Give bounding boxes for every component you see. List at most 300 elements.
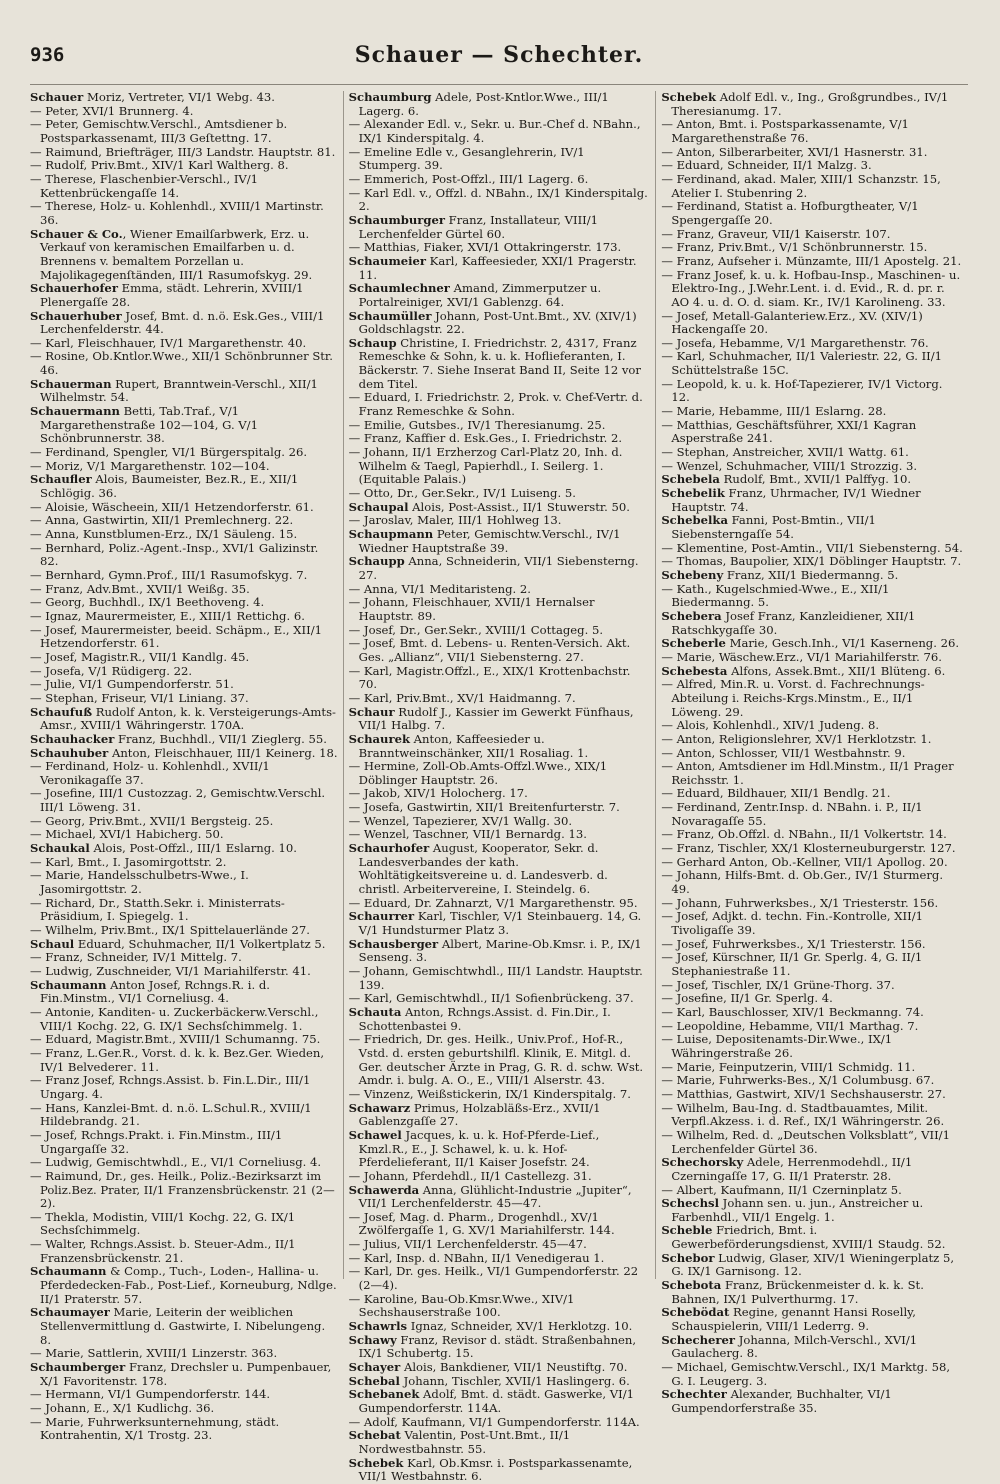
directory-entry <box>661 310 963 337</box>
entry-text: — Georg, Priv.Bmt., XVII/1 Bergsteig. 25. <box>30 813 274 828</box>
directory-entry <box>661 856 963 870</box>
entry-surname: Schawrls <box>348 1319 408 1334</box>
directory-entry <box>30 1074 338 1101</box>
entry-text: — Wenzel, Schuhmacher, VIII/1 Strozzig. 3. <box>661 458 918 473</box>
entry-text: — Karl Edl. v., Offzl. d. NBahn., IX/1 Kinderspitalg. 2. <box>348 185 648 214</box>
entry-text: — Josef, Mag. d. Pharm., Drogenhdl., XV/1 Zwölfergaſſe 1, G. XV/1 Mariahilferstr. 144. <box>348 1209 615 1238</box>
entry-text: Anton, Fleischhauer, III/1 Keinerg. 18. <box>108 745 338 760</box>
directory-entry <box>661 951 963 978</box>
directory-entry <box>349 1033 651 1088</box>
directory-entry <box>349 282 651 309</box>
directory-entry <box>661 610 963 637</box>
entry-text: — Julius, VII/1 Lerchenfelderstr. 45—47. <box>348 1237 587 1252</box>
entry-text: — Moriz, V/1 Margarethenstr. 102—104. <box>30 458 270 473</box>
directory-entry <box>661 719 963 733</box>
directory-entry <box>30 514 338 528</box>
entry-surname: Schebela <box>661 472 720 487</box>
entry-text: — Georg, Buchhdl., IX/1 Beethoveng. 4. <box>30 595 265 610</box>
directory-entry <box>661 460 963 474</box>
directory-entry <box>30 1306 338 1347</box>
entry-text: — Karl, Gemischtwhdl., II/1 Sofienbrückeng. 37. <box>348 991 634 1006</box>
entry-text: — Thomas, Baupolier, XIX/1 Döblinger Hauptstr. 7. <box>661 554 962 569</box>
entry-text: — Adolf, Kaufmann, VI/1 Gumpendorferstr. 114A. <box>348 1414 640 1429</box>
entry-text: — Karl, Magistr.Offzl., E., XIX/1 Krottenbachstr. 70. <box>348 663 631 692</box>
directory-entry <box>349 555 651 582</box>
entry-surname: Schayer <box>348 1360 401 1375</box>
entry-text: — Ferdinand, Holz- u. Kohlenhdl., XVII/1 Veronikagaſſe 37. <box>30 759 270 787</box>
directory-entry <box>661 637 963 651</box>
directory-entry <box>661 747 963 761</box>
entry-text: — Friedrich, Dr. ges. Heilk., Univ.Prof., Hof-R., Vstd. d. ersten geburtshilfl. Klinik, E. Mitgl. d. Ger. deutscher Ärzte in Prag, G. R. d. schw. Wst. Amdr. i. bulg. A. O., E., VIII/1 Alserstr. 43. <box>348 1032 644 1088</box>
entry-text: Adolf, Bmt. d. städt. Gaswerke, VI/1 Gumpendorferstr. 114A. <box>358 1387 635 1415</box>
entry-text: Peter, Gemischtw.Verschl., IV/1 Wiedner Hauptstraße 39. <box>358 527 621 555</box>
entry-surname: Schaup <box>348 335 397 350</box>
entry-text: — Anton, Silberarbeiter, XVI/1 Hasnerstr. 31. <box>661 144 928 159</box>
entry-text: — Eduard, Dr. Zahnarzt, V/1 Margarethenstr. 95. <box>348 895 638 910</box>
entry-text: Franz, Installateur, VIII/1 Lerchenfelder Gürtel 60. <box>358 212 599 241</box>
directory-entry <box>30 159 338 173</box>
entry-text: — Marie, Fuhrwerks-Bes., X/1 Columbusg. 67. <box>661 1073 935 1088</box>
entry-text: Karl, Ob.Kmsr. i. Postsparkassenamte, VII/1 Westbahnstr. 6. <box>358 1455 633 1484</box>
entry-surname: Schauerman <box>30 376 112 391</box>
entry-surname: Schebat <box>348 1428 401 1443</box>
directory-entry <box>349 692 651 706</box>
directory-entry <box>349 419 651 433</box>
entry-surname: Schechorsky <box>661 1155 744 1170</box>
directory-entry <box>349 733 651 760</box>
entry-text: Anton Josef, Rchngs.R. i. d. Fin.Minstm., VI/1 Corneliusg. 4. <box>40 977 270 1006</box>
directory-entry <box>30 473 338 500</box>
entry-surname: Schauerhuber <box>30 308 122 323</box>
directory-entry <box>661 1074 963 1088</box>
entry-text: — Franz Josef, Rchngs.Assist. b. Fin.L.Dir., III/1 Ungarg. 4. <box>30 1073 311 1101</box>
entry-surname: Schaumburger <box>348 212 445 227</box>
directory-entry <box>661 1129 963 1156</box>
directory-entry <box>30 1102 338 1129</box>
entry-text: Friedrich, Bmt. i. Gewerbeförderungsdienst, XVIII/1 Staudg. 52. <box>671 1223 946 1252</box>
entry-surname: Schauer & Co. <box>30 226 123 241</box>
entry-surname: Schauer <box>30 90 84 104</box>
page-number: 936 <box>30 44 65 66</box>
directory-entry <box>661 118 963 145</box>
directory-entry <box>661 651 963 665</box>
entry-surname: Scheberle <box>661 636 726 651</box>
entry-surname: Scheble <box>661 1223 713 1238</box>
entry-text: — Franz, Priv.Bmt., V/1 Schönbrunnerstr. 15. <box>661 240 928 255</box>
entry-text: Marie, Gesch.Inh., VI/1 Kaserneng. 26. <box>725 636 960 651</box>
directory-entry <box>30 146 338 160</box>
directory-entry <box>661 1197 963 1224</box>
entry-text: — Josef, Kürschner, II/1 Gr. Sperlg. 4, G. II/1 Stephaniestraße 11. <box>661 950 923 978</box>
entry-surname: Schechsl <box>661 1196 719 1211</box>
directory-entry <box>349 501 651 515</box>
entry-text: — Leopold, k. u. k. Hof-Tapezierer, IV/1 Victorg. 12. <box>661 376 943 405</box>
entry-text: Regine, genannt Hansi Roselly, Schauspielerin, VIII/1 Lederrg. 9. <box>671 1305 916 1334</box>
directory-entry <box>661 1252 963 1279</box>
entry-text: Eduard, Schuhmacher, II/1 Volkertplatz 5. <box>74 936 326 951</box>
entry-text: Rudolf J., Kassier im Gewerkt Fünfhaus, VII/1 Halbg. 7. <box>358 704 634 733</box>
directory-entry <box>30 692 338 706</box>
directory-entry <box>30 760 338 787</box>
entry-surname: Schaufler <box>30 472 92 487</box>
directory-entry <box>661 200 963 227</box>
entry-text: — Franz Josef, k. u. k. Hofbau-Insp., Maschinen- u. Elektro-Ing., J.Wehr.Lent. i. d. Evid., R. d. pr. r. AO 4. u. d. O. d. siam. Kr., IV/1 Karolineng. 33. <box>661 267 961 309</box>
directory-entry <box>349 255 651 282</box>
directory-entry <box>661 378 963 405</box>
entry-surname: Schebor <box>661 1250 715 1265</box>
entry-text: — Johann, Fleischhauer, XVII/1 Hernalser Hauptstr. 89. <box>348 595 595 623</box>
directory-entry <box>349 1416 651 1430</box>
entry-text: — Vinzenz, Weißstickerin, IX/1 Kinderspitalg. 7. <box>348 1086 631 1101</box>
directory-entry <box>30 665 338 679</box>
directory-entry <box>661 787 963 801</box>
directory-columns <box>30 90 968 1484</box>
directory-entry <box>349 146 651 173</box>
entry-text: — Franz, Tischler, XX/1 Klosterneuburgerstr. 127. <box>661 841 956 856</box>
entry-text: — Hermann, VI/1 Gumpendorferstr. 144. <box>30 1387 271 1402</box>
entry-text: — Richard, Dr., Statth.Sekr. i. Ministerrats-Präsidium, I. Spiegelg. 1. <box>30 895 285 924</box>
entry-text: — Marie, Hebamme, III/1 Eslarng. 28. <box>661 404 887 419</box>
directory-entry <box>349 910 651 937</box>
directory-entry <box>349 1211 651 1238</box>
entry-text: — Ferdinand, Spengler, VI/1 Bürgerspitalg. 26. <box>30 445 308 460</box>
directory-entry <box>349 310 651 337</box>
directory-entry <box>349 706 651 733</box>
entry-text: — Johann, Gemischtwhdl., III/1 Landstr. Hauptstr. 139. <box>348 964 643 992</box>
directory-entry <box>349 965 651 992</box>
entry-surname: Schecherer <box>661 1332 736 1347</box>
directory-entry <box>30 310 338 337</box>
directory-entry <box>349 1293 651 1320</box>
entry-text: — Franz, Ob.Offzl. d. NBahn., II/1 Volkertstr. 14. <box>661 827 947 842</box>
entry-surname: Schaupp <box>348 554 405 569</box>
directory-entry <box>661 514 963 541</box>
entry-text: — Bernhard, Gymn.Prof., III/1 Rasumofskyg. 7. <box>30 567 308 582</box>
entry-text: — Josef, Dr., Ger.Sekr., XVIII/1 Cottageg. 5. <box>348 622 604 637</box>
directory-entry <box>349 583 651 597</box>
directory-entry <box>349 787 651 801</box>
entry-text: — Josefa, V/1 Rüdigerg. 22. <box>30 663 193 678</box>
directory-entry <box>349 528 651 555</box>
entry-text: Alois, Bankdiener, VII/1 Neustiftg. 70. <box>400 1360 628 1375</box>
entry-surname: Schebanek <box>348 1387 420 1402</box>
directory-entry <box>30 815 338 829</box>
entry-text: — Josef, Tischler, IX/1 Grüne-Thorg. 37. <box>661 977 895 992</box>
directory-entry <box>349 1388 651 1415</box>
entry-surname: Schaumberger <box>30 1360 126 1375</box>
directory-entry <box>30 651 338 665</box>
entry-text: — Therese, Flaschenbier-Verschl., IV/1 Kettenbrückengaſſe 14. <box>30 171 259 200</box>
directory-entry <box>30 105 338 119</box>
directory-entry <box>349 1429 651 1456</box>
directory-entry <box>30 446 338 460</box>
column-right <box>655 90 968 1415</box>
entry-text: — Walter, Rchngs.Assist. b. Steuer-Adm., II/1 Franzensbrückenstr. 21. <box>30 1237 296 1265</box>
directory-entry <box>30 528 338 542</box>
directory-entry <box>30 1388 338 1402</box>
directory-entry <box>661 350 963 377</box>
entry-surname: Schebota <box>661 1278 722 1293</box>
entry-text: Valentin, Post-Unt.Bmt., II/1 Nordwestbahnstr. 55. <box>358 1428 571 1456</box>
directory-entry <box>661 405 963 419</box>
entry-text: — Anton, Religionslehrer, XV/1 Herklotzstr. 1. <box>661 731 932 746</box>
directory-entry <box>661 733 963 747</box>
entry-text: Franz, Drechsler u. Pumpenbauer, X/1 Favoritenstr. 178. <box>40 1360 332 1388</box>
directory-entry <box>349 992 651 1006</box>
directory-entry <box>30 979 338 1006</box>
entry-text: Johanna, Milch-Verschl., XVI/1 Gaulacherg. 8. <box>671 1332 918 1361</box>
entry-text: — Ludwig, Gemischtwhdl., E., VI/1 Corneliusg. 4. <box>30 1155 322 1170</box>
entry-text: Adolf Edl. v., Ing., Großgrundbes., IV/1 Theresianumg. 17. <box>671 90 949 118</box>
entry-text: Emma, städt. Lehrerin, XVIII/1 Plenergaſſe 28. <box>40 281 304 309</box>
entry-text: — Marie, Fuhrwerksunternehmung, städt. Kontrahentin, X/1 Trostg. 23. <box>30 1414 280 1443</box>
entry-text: — Karl, Insp. d. NBahn, II/1 Venedigerau 1. <box>348 1250 605 1265</box>
directory-entry <box>30 938 338 952</box>
entry-text: — Hermine, Zoll-Ob.Amts-Offzl.Wwe., XIX/1 Döblinger Hauptstr. 26. <box>348 759 608 787</box>
directory-entry <box>661 665 963 679</box>
directory-entry <box>30 1347 338 1361</box>
entry-surname: Schauerhofer <box>30 281 118 296</box>
entry-text: — Karl, Dr. ges. Heilk., VI/1 Gumpendorferstr. 22 (2—4). <box>348 1264 639 1293</box>
entry-text: — Stephan, Friseur, VI/1 Liniang. 37. <box>30 690 249 705</box>
entry-surname: Schaumann <box>30 1264 107 1279</box>
entry-surname: Schebera <box>661 608 722 623</box>
directory-entry <box>661 979 963 993</box>
entry-text: Rupert, Branntwein-Verschl., XII/1 Wilhelmstr. 54. <box>40 376 318 405</box>
directory-entry <box>349 337 651 392</box>
entry-text: Alois, Baumeister, Bez.R., E., XII/1 Schlögig. 36. <box>40 472 299 501</box>
directory-entry <box>30 842 338 856</box>
entry-text: — Therese, Holz- u. Kohlenhdl., XVIII/1 Martinstr. 36. <box>30 199 324 227</box>
entry-surname: Schebesta <box>661 663 728 678</box>
directory-entry <box>30 706 338 733</box>
directory-entry <box>661 1306 963 1333</box>
entry-text: — Karoline, Bau-Ob.Kmsr.Wwe., XIV/1 Sechshauserstraße 100. <box>348 1291 575 1320</box>
directory-entry <box>349 1361 651 1375</box>
directory-entry <box>661 801 963 828</box>
entry-text: — Eduard, I. Friedrichstr. 2, Prok. v. Chef-Vertr. d. Franz Remeschke & Sohn. <box>348 390 643 419</box>
directory-entry <box>661 869 963 896</box>
entry-text: Adele, Herrenmodehdl., II/1 Czerningaſſe 17, G. II/1 Praterstr. 28. <box>671 1155 913 1183</box>
entry-text: — Wilhelm, Bau-Ing. d. Stadtbauamtes, Milit. Verpfl.Akzess. i. d. Ref., IX/1 Währingerstr. 26. <box>661 1100 945 1129</box>
entry-surname: Schaurhofer <box>348 841 430 856</box>
entry-surname: Schaupmann <box>348 527 434 541</box>
entry-text: — Marie, Handelsschulbetrs-Wwe., I. Jasomirgottstr. 2. <box>30 868 249 897</box>
entry-surname: Schebödat <box>661 1305 730 1320</box>
page-title: Schauer — Schechter. <box>354 42 644 68</box>
entry-text: — Klementine, Post-Amtin., VII/1 Siebensterng. 54. <box>661 540 963 555</box>
directory-entry <box>349 514 651 528</box>
directory-entry <box>349 637 651 664</box>
entry-text: — Julie, VI/1 Gumpendorferstr. 51. <box>30 677 234 692</box>
entry-surname: Schebelka <box>661 513 728 528</box>
directory-entry <box>661 146 963 160</box>
entry-text: — Johann, Hilfs-Bmt. d. Ob.Ger., IV/1 Sturmerg. 49. <box>661 868 944 897</box>
directory-entry <box>661 173 963 200</box>
directory-entry <box>30 1416 338 1443</box>
directory-entry <box>661 842 963 856</box>
directory-entry <box>30 610 338 624</box>
entry-text: Rudolf Anton, k. k. Versteigerungs-Amts-Amsr., XVIII/1 Währingerstr. 170A. <box>40 704 336 733</box>
entry-text: Alexander, Buchhalter, VI/1 Gumpendorferstraße 35. <box>671 1387 892 1415</box>
entry-text: Franz, XII/1 Biedermanng. 5. <box>723 567 899 582</box>
directory-entry <box>30 624 338 651</box>
entry-text: Jacques, k. u. k. Hof-Pferde-Lief., Kmzl.R., E., J. Schawel, k. u. k. Hof-Pferdelieferant, II/1 Kaiser Josefstr. 24. <box>358 1127 600 1170</box>
directory-entry <box>661 678 963 719</box>
directory-entry <box>30 501 338 515</box>
directory-entry <box>661 1020 963 1034</box>
entry-text: — Josef, Fuhrwerksbes., X/1 Triesterstr. 156. <box>661 936 926 951</box>
entry-text: Marie, Leiterin der weiblichen Stellenvermittlung d. Gastwirte, I. Nibelungeng. 8. <box>40 1305 326 1347</box>
entry-text: — Thekla, Modistin, VIII/1 Kochg. 22, G. IX/1 Sechsſchimmelg. <box>30 1209 296 1238</box>
entry-text: — Karl, Fleischhauer, IV/1 Margarethenstr. 40. <box>30 335 307 350</box>
directory-entry <box>30 897 338 924</box>
entry-text: Josef, Bmt. d. n.ö. Esk.Ges., VIII/1 Lerchenfelderstr. 44. <box>40 308 325 337</box>
directory-entry <box>661 938 963 952</box>
entry-text: — Anna, VI/1 Meditaristeng. 2. <box>348 581 531 596</box>
entry-text: — Kath., Kugelschmied-Wwe., E., XII/1 Biedermanng. 5. <box>661 581 890 610</box>
entry-text: Johann, Post-Unt.Bmt., XV. (XIV/1) Goldschlagstr. 22. <box>358 308 637 337</box>
directory-entry <box>30 828 338 842</box>
entry-text: — Peter, XVI/1 Brunnerg. 4. <box>30 103 194 118</box>
entry-text: — Hans, Kanzlei-Bmt. d. n.ö. L.Schul.R., XVIII/1 Hildebrandg. 21. <box>30 1100 312 1129</box>
entry-text: — Bernhard, Poliz.-Agent.-Insp., XVI/1 Galizinstr. 82. <box>30 540 319 569</box>
directory-entry <box>661 228 963 242</box>
directory-entry <box>349 1184 651 1211</box>
entry-text: Alois, Post-Assist., II/1 Stuwerstr. 50. <box>408 499 630 514</box>
entry-text: Adele, Post-Kntlor.Wwe., III/1 Lagerg. 6. <box>358 90 609 118</box>
directory-entry <box>30 678 338 692</box>
directory-entry <box>349 665 651 692</box>
directory-entry <box>30 1129 338 1156</box>
entry-surname: Schaukal <box>30 841 90 856</box>
directory-entry <box>661 1334 963 1361</box>
entry-text: — Emeline Edle v., Gesanglehrerin, IV/1 Stumperg. 39. <box>348 144 585 173</box>
directory-entry <box>30 747 338 761</box>
entry-text: — Josefine, II/1 Gr. Sperlg. 4. <box>661 991 833 1006</box>
entry-text: & Comp., Tuch-, Loden-, Hallina- u. Pferdedecken-Fab., Post-Lief., Korneuburg, Ndlge. II/1 Praterstr. 57. <box>40 1264 337 1306</box>
entry-text: Anton, Kaffeesieder u. Branntweinschänker, XII/1 Rosaliag. 1. <box>358 731 589 760</box>
entry-text: — Josef, Adjkt. d. techn. Fin.-Kontrolle, XII/1 Tivoligaſſe 39. <box>661 909 923 938</box>
directory-entry <box>661 897 963 911</box>
directory-entry <box>661 555 963 569</box>
entry-text: Franz, Revisor d. städt. Straßenbahnen, IX/1 Schubertg. 15. <box>358 1332 637 1361</box>
entry-text: — Ferdinand, Statist a. Hofburgtheater, V/1 Spengergaſſe 20. <box>661 199 919 227</box>
directory-entry <box>349 1170 651 1184</box>
directory-entry <box>661 473 963 487</box>
entry-text: — Karl, Priv.Bmt., XV/1 Haidmanng. 7. <box>348 690 576 705</box>
entry-text: August, Kooperator, Sekr. d. Landesverbandes der kath. Wohltätigkeitsvereine u. d. Landesverb. d. christl. Arbeitervereine, I. Steindelg. 6. <box>358 841 608 897</box>
entry-text: — Josef, Metall-Galanteriew.Erz., XV. (XIV/1) Hackengaſſe 20. <box>661 308 923 337</box>
entry-text: — Albert, Kaufmann, II/1 Czerninplatz 5. <box>661 1182 902 1197</box>
directory-entry <box>30 583 338 597</box>
entry-text: — Franz, Aufseher i. Münzamte, III/1 Apostelg. 21. <box>661 253 962 268</box>
entry-text: Rudolf, Bmt., XVII/1 Palffyg. 10. <box>719 472 912 487</box>
entry-text: — Emilie, Gutsbes., IV/1 Theresianumg. 25. <box>348 417 606 432</box>
directory-entry <box>349 446 651 487</box>
entry-surname: Schechter <box>661 1387 727 1402</box>
entry-text: — Jakob, XIV/1 Holocherg. 17. <box>348 786 528 801</box>
directory-entry <box>349 1252 651 1266</box>
directory-entry <box>349 1334 651 1361</box>
entry-text: — Josefine, III/1 Custozzag. 2, Gemischtw.Verschl. III/1 Löweng. 31. <box>30 786 326 815</box>
directory-entry <box>30 965 338 979</box>
entry-text: Moriz, Vertreter, VI/1 Webg. 43. <box>83 90 275 104</box>
directory-entry <box>661 569 963 583</box>
entry-surname: Schaur <box>348 704 395 719</box>
directory-entry <box>349 897 651 911</box>
directory-entry <box>661 1088 963 1102</box>
directory-entry <box>349 596 651 623</box>
entry-text: — Rudolf, Priv.Bmt., XIV/1 Karl Waltherg. 8. <box>30 158 289 173</box>
directory-entry <box>349 1265 651 1292</box>
entry-text: — Ignaz, Maurermeister, E., XIII/1 Rettichg. 6. <box>30 608 305 623</box>
directory-entry <box>349 1238 651 1252</box>
entry-surname: Schebek <box>661 90 717 104</box>
entry-text: — Eduard, Magistr.Bmt., XVIII/1 Schumanng. 75. <box>30 1032 321 1047</box>
entry-text: Amand, Zimmerputzer u. Portalreiniger, XVI/1 Gablenzg. 64. <box>358 281 602 309</box>
entry-text: — Wenzel, Tapezierer, XV/1 Wallg. 30. <box>348 813 573 828</box>
entry-text: Alois, Post-Offzl., III/1 Eslarng. 10. <box>89 841 297 856</box>
entry-text: — Matthias, Fiaker, XVI/1 Ottakringerstr. 173. <box>348 240 622 255</box>
directory-entry <box>661 1006 963 1020</box>
directory-entry <box>30 337 338 351</box>
directory-entry <box>349 1375 651 1389</box>
directory-entry <box>349 1006 651 1033</box>
directory-entry <box>349 487 651 501</box>
entry-text: — Matthias, Gastwirt, XIV/1 Sechshauserstr. 27. <box>661 1086 946 1101</box>
directory-entry <box>349 1320 651 1334</box>
entry-text: — Eduard, Schneider, II/1 Malzg. 3. <box>661 158 872 173</box>
directory-entry <box>30 1402 338 1416</box>
directory-entry <box>30 1361 338 1388</box>
directory-entry <box>349 842 651 897</box>
entry-surname: Schaupal <box>348 499 409 514</box>
entry-text: — Michael, Gemischtw.Verschl., IX/1 Marktg. 58, G. I. Leugerg. 3. <box>661 1360 951 1388</box>
entry-text: — Alexander Edl. v., Sekr. u. Bur.-Chef d. NBahn., IX/1 Kinderspitalg. 4. <box>348 117 641 145</box>
directory-entry <box>349 801 651 815</box>
entry-text: Josef Franz, Kanzleidiener, XII/1 Ratschkygaſſe 30. <box>671 608 916 637</box>
entry-text: Alfons, Assek.Bmt., XII/1 Blüteng. 6. <box>727 663 946 678</box>
directory-entry <box>661 910 963 937</box>
directory-entry <box>349 173 651 187</box>
entry-text: Franz, Buchhdl., VII/1 Zieglerg. 55. <box>114 731 327 746</box>
directory-entry <box>30 1211 338 1238</box>
entry-text: Karl, Tischler, V/1 Steinbauerg. 14, G. V/1 Hundsturmer Platz 3. <box>358 909 642 938</box>
entry-text: — Wilhelm, Red. d. „Deutschen Volksblatt“, VII/1 Lerchenfelder Gürtel 36. <box>661 1127 950 1156</box>
entry-text: Fanni, Post-Bmtin., VII/1 Siebensterngaſſe 54. <box>671 513 876 541</box>
entry-text: — Luise, Depositenamts-Dir.Wwe., IX/1 Währingerstraße 26. <box>661 1032 893 1060</box>
entry-text: — Ferdinand, Zentr.Insp. d. NBahn. i. P., II/1 Novaragaſſe 55. <box>661 800 923 828</box>
entry-text: — Josef, Rchngs.Prakt. i. Fin.Minstm., III/1 Ungargaſſe 32. <box>30 1127 283 1156</box>
directory-entry <box>30 350 338 377</box>
entry-text: Primus, Holzabläßs-Erz., XVII/1 Gablenzgaſſe 27. <box>358 1100 601 1129</box>
entry-text: — Rosine, Ob.Kntlor.Wwe., XII/1 Schönbrunner Str. 46. <box>30 349 333 378</box>
directory-entry <box>661 337 963 351</box>
directory-entry <box>349 187 651 214</box>
entry-text: — Josef, Magistr.R., VII/1 Kandlg. 45. <box>30 649 250 664</box>
entry-text: — Josefa, Gastwirtin, XII/1 Breitenfurterstr. 7. <box>348 800 620 815</box>
entry-text: — Karl, Bmt., I. Jasomirgottstr. 2. <box>30 854 227 869</box>
directory-entry <box>661 487 963 514</box>
entry-text: — Anna, Gastwirtin, XII/1 Premlechnerg. 22. <box>30 513 294 528</box>
directory-entry <box>661 1279 963 1306</box>
entry-surname: Schaurrer <box>348 909 415 924</box>
entry-text: — Aloisie, Wäscheein, XII/1 Hetzendorferstr. 61. <box>30 499 314 514</box>
entry-text: — Marie, Sattlerin, XVIII/1 Linzerstr. 363. <box>30 1346 278 1361</box>
entry-text: — Franz, L.Ger.R., Vorst. d. k. k. Bez.Ger. Wieden, IV/1 Belvederег. 11. <box>30 1045 325 1074</box>
directory-entry <box>661 1388 963 1415</box>
